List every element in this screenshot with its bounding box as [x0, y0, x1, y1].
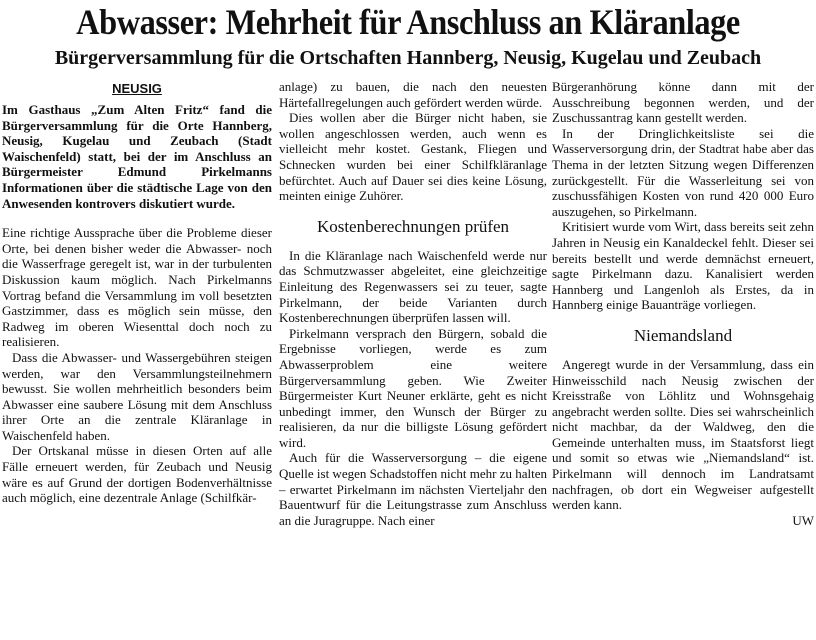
body-paragraph: Dass die Abwasser- und Wassergebühren steigen werden, war den Versammlungsteilnehmern bewusst. Sie wollen mehrheitlich besonders beim Abwasser eine saubere Lösung mit dem Anschluss ihrer Orte an die zentrale Kläranlage in Waischenfeld haben.	[2, 349, 272, 443]
article-column-3	[552, 79, 814, 639]
body-paragraph: In die Kläranlage nach Waischenfeld werde nur das Schmutzwasser abgeleitet, eine gleichzeitige Einleitung des Regenwassers sei zu teuer, sagte Pirkelmann, der beide Varianten durch Kostenberechnungen überprüfen lassen will.	[279, 247, 547, 326]
section-subheading: Kostenberechnungen prüfen	[316, 216, 510, 236]
body-paragraph: Kritisiert wurde vom Wirt, dass bereits seit zehn Jahren in Neusig ein Kanaldeckel fehlt. Dieser sei bereits bestellt und werde demnächst erneuert, sagte Pirkelmann dazu. Kanalisiert werden Hannberg und Langenloh als Erstes, da in Hannberg einige Bauanträge vorliegen.	[552, 219, 814, 313]
article-headline: Abwasser: Mehrheit für Anschluss an Kläranlage	[76, 2, 740, 42]
body-paragraph: anlage) zu bauen, die nach den neuesten Härtefallregelungen auch gefördert werden würde.	[279, 79, 547, 110]
author-initials: UW	[792, 512, 814, 528]
body-paragraph: Dies wollen aber die Bürger nicht haben, sie wollen angeschlossen werden, auch wenn es vielleicht mehr kostet. Gestank, Fliegen und Schnecken wurden bei einer Schilfkläranlage befürchtet. Auch auf Dauer sei dies keine Lösung, meinten einige Zuhörer.	[279, 110, 547, 204]
article-subhead: Bürgerversammlung für die Ortschaften Hannberg, Neusig, Kugelau und Zeubach	[54, 47, 762, 69]
body-paragraph: Pirkelmann versprach den Bürgern, sobald die Ergebnisse vorliegen, werde es zum Abwasserproblem eine weitere Bürgerversammlung geben. Wie Zweiter Bürgermeister Kurt Neuner erklärte, geht es nicht unbedingt immer, den Wunsch der Bürger zu realisieren, da nur die billigste Lösung gefördert wird.	[279, 325, 547, 450]
body-paragraph: Der Ortskanal müsse in diesen Orten auf alle Fälle erneuert werden, für Zeubach und Neusig wäre es auf Grund der dortigen Bodenverhältnisse auch möglich, eine dezentrale Anlage (Schilfkär-	[2, 443, 272, 506]
body-paragraph: Auch für die Wasserversorgung – die eigene Quelle ist wegen Schadstoffen nicht mehr zu halten – erwartet Pirkelmann im nächsten Vierteljahr den Bauentwurf für die Leitungstrasse zum Anschluss an die Juragruppe. Nach einer	[279, 450, 547, 528]
location-kicker: NEUSIG	[112, 81, 162, 96]
lead-paragraph: Im Gasthaus „Zum Alten Fritz“ fand die Bürgerversammlung für die Orte Hannberg, Neusig, Kugelau und Zeubach (Stadt Waischenfeld) statt, bei der im Anschluss an Bürgermeister Edmund Pirkelmanns Informationen über die städtische Lage von den Anwesenden kontrovers diskutiert wurde.	[2, 102, 272, 211]
body-paragraph: Bürgeranhörung könne dann mit der Ausschreibung begonnen werden, und der Zuschussantrag kann gestellt werden.	[552, 79, 814, 126]
body-paragraph: In der Dringlichkeitsliste sei die Wasserversorgung drin, der Stadtrat habe aber das Thema in der letzten Sitzung wegen Differenzen zurückgestellt. Für die Wasserleitung sei von zuschussfähigen Kosten von rund 420 000 Euro auszugehen, so Pirkelmann.	[552, 125, 814, 219]
article-column-2	[279, 79, 547, 639]
article-column-1	[2, 80, 272, 640]
section-subheading: Niemandsland	[633, 325, 733, 345]
body-paragraph: Angeregt wurde in der Versammlung, dass ein Hinweisschild nach Neusig zwischen der Kreisstraße von Löhlitz und Wohnsgehaig angebracht werden sollte. Dies sei wahrscheinlich nicht machbar, da der Waldweg, den die Gemeinde unterhalten muss, im Staatsforst liegt und somit so etwas wie „Niemandsland“ ist. Pirkelmann will dennoch im Landratsamt nachfragen, ob dort ein Wegweiser aufgestellt werden kann.	[552, 356, 814, 513]
body-paragraph: Eine richtige Aussprache über die Probleme dieser Orte, bei denen bisher weder die Abwasser- noch die Wasserfrage geregelt ist, war in der turbulenten Diskussion kaum möglich. Nach Pirkelmanns Vortrag befand die Versammlung im voll besetzten Gastzimmer, dass es möglich sein müsse, den Radweg im oberen Wiesenttal doch noch zu realisieren.	[2, 225, 272, 350]
